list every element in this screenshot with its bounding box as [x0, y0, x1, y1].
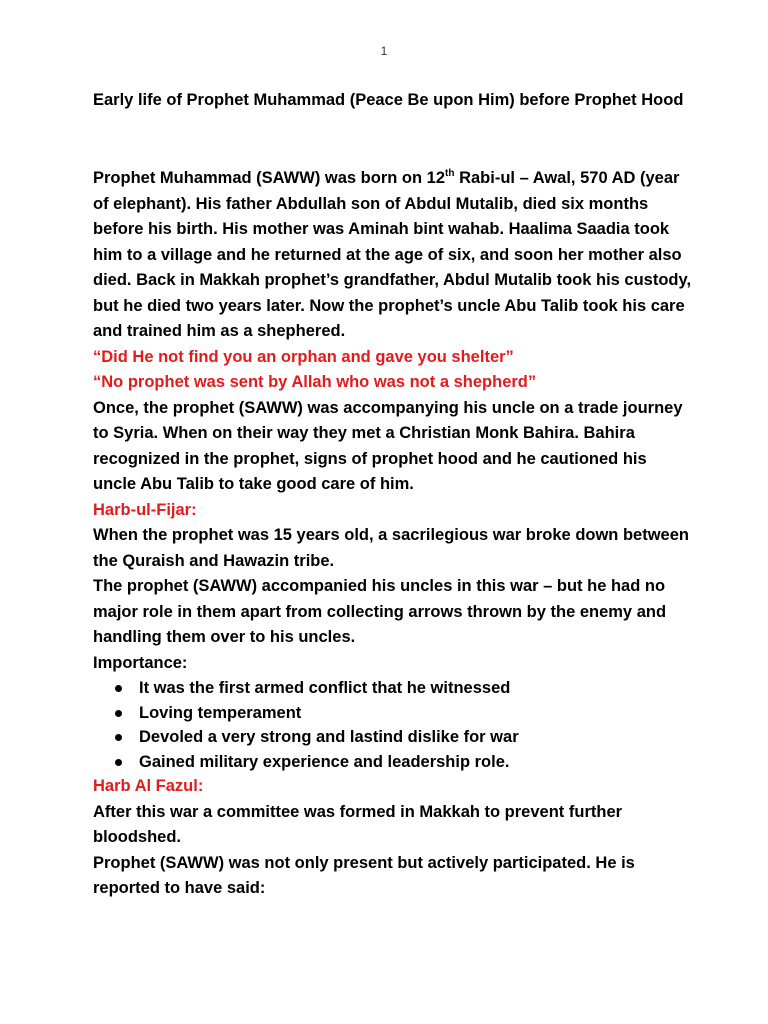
- bullet-icon: [115, 685, 122, 692]
- quote-shepherd: “No prophet was sent by Allah who was not a shepherd”: [93, 373, 537, 391]
- fijar-paragraph-2: The prophet (SAWW) accompanied his uncles in this war – but he had no major role in them apart from collecting arrows thrown by the enemy and handling them over to his uncles.: [93, 577, 667, 646]
- ordinal-superscript: th: [445, 167, 455, 179]
- list-item-text: Devoled a very strong and lastind dislike for war: [139, 728, 519, 746]
- document-body: [93, 88, 693, 902]
- quote-orphan: “Did He not find you an orphan and gave you shelter”: [93, 347, 514, 366]
- list-item-text: It was the first armed conflict that he witnessed: [139, 679, 511, 697]
- intro-text-rest: Rabi-ul – Awal, 570 AD (year of elephant). His father Abdullah son of Abdul Mutalib, died six months before his birth. His mother was Aminah bint wahab. Haalima Saadia took him to a village and he returned at the age of six, and soon her mother also died. Back in Makkah prophet’s grandfather, Abdul Mutalib took his custody, but he died two years later. Now the prophet’s uncle Abu Talib took his care and trained him as a shephered.: [93, 169, 692, 340]
- list-item-text: Gained military experience and leadership role.: [139, 752, 510, 771]
- fazul-paragraph-2: Prophet (SAWW) was not only present but actively participated. He is reported to have said:: [93, 853, 635, 897]
- heading-harb-ul-fijar: Harb-ul-Fijar:: [93, 500, 197, 519]
- list-item: [93, 750, 693, 775]
- syria-journey-paragraph: Once, the prophet (SAWW) was accompanying his uncle on a trade journey to Syria. When on their way they met a Christian Monk Bahira. Bahira recognized in the prophet, signs of prophet hood and he cautioned his uncle Abu Talib to take good care of him.: [93, 398, 683, 493]
- fazul-paragraph-1: After this war a committee was formed in Makkah to prevent further bloodshed.: [93, 802, 623, 846]
- intro-text-start: Prophet Muhammad (SAWW) was born on 12: [93, 169, 446, 187]
- heading-harb-al-fazul: Harb Al Fazul:: [93, 777, 204, 795]
- fijar-paragraph-1: When the prophet was 15 years old, a sacrilegious war broke down between the Quraish and Hawazin tribe.: [93, 526, 689, 570]
- document-title: Early life of Prophet Muhammad (Peace Be upon Him) before Prophet Hood: [93, 91, 684, 109]
- bullet-icon: [115, 734, 122, 741]
- importance-list: [93, 676, 693, 774]
- list-item-text: Loving temperament: [139, 703, 302, 722]
- bullet-icon: [115, 710, 122, 717]
- bullet-icon: [115, 759, 122, 766]
- list-item: [93, 701, 693, 726]
- page-number: 1: [380, 44, 388, 58]
- list-item: [93, 676, 693, 701]
- importance-label: Importance:: [93, 653, 188, 672]
- intro-paragraph: [93, 166, 693, 345]
- list-item: [93, 725, 693, 750]
